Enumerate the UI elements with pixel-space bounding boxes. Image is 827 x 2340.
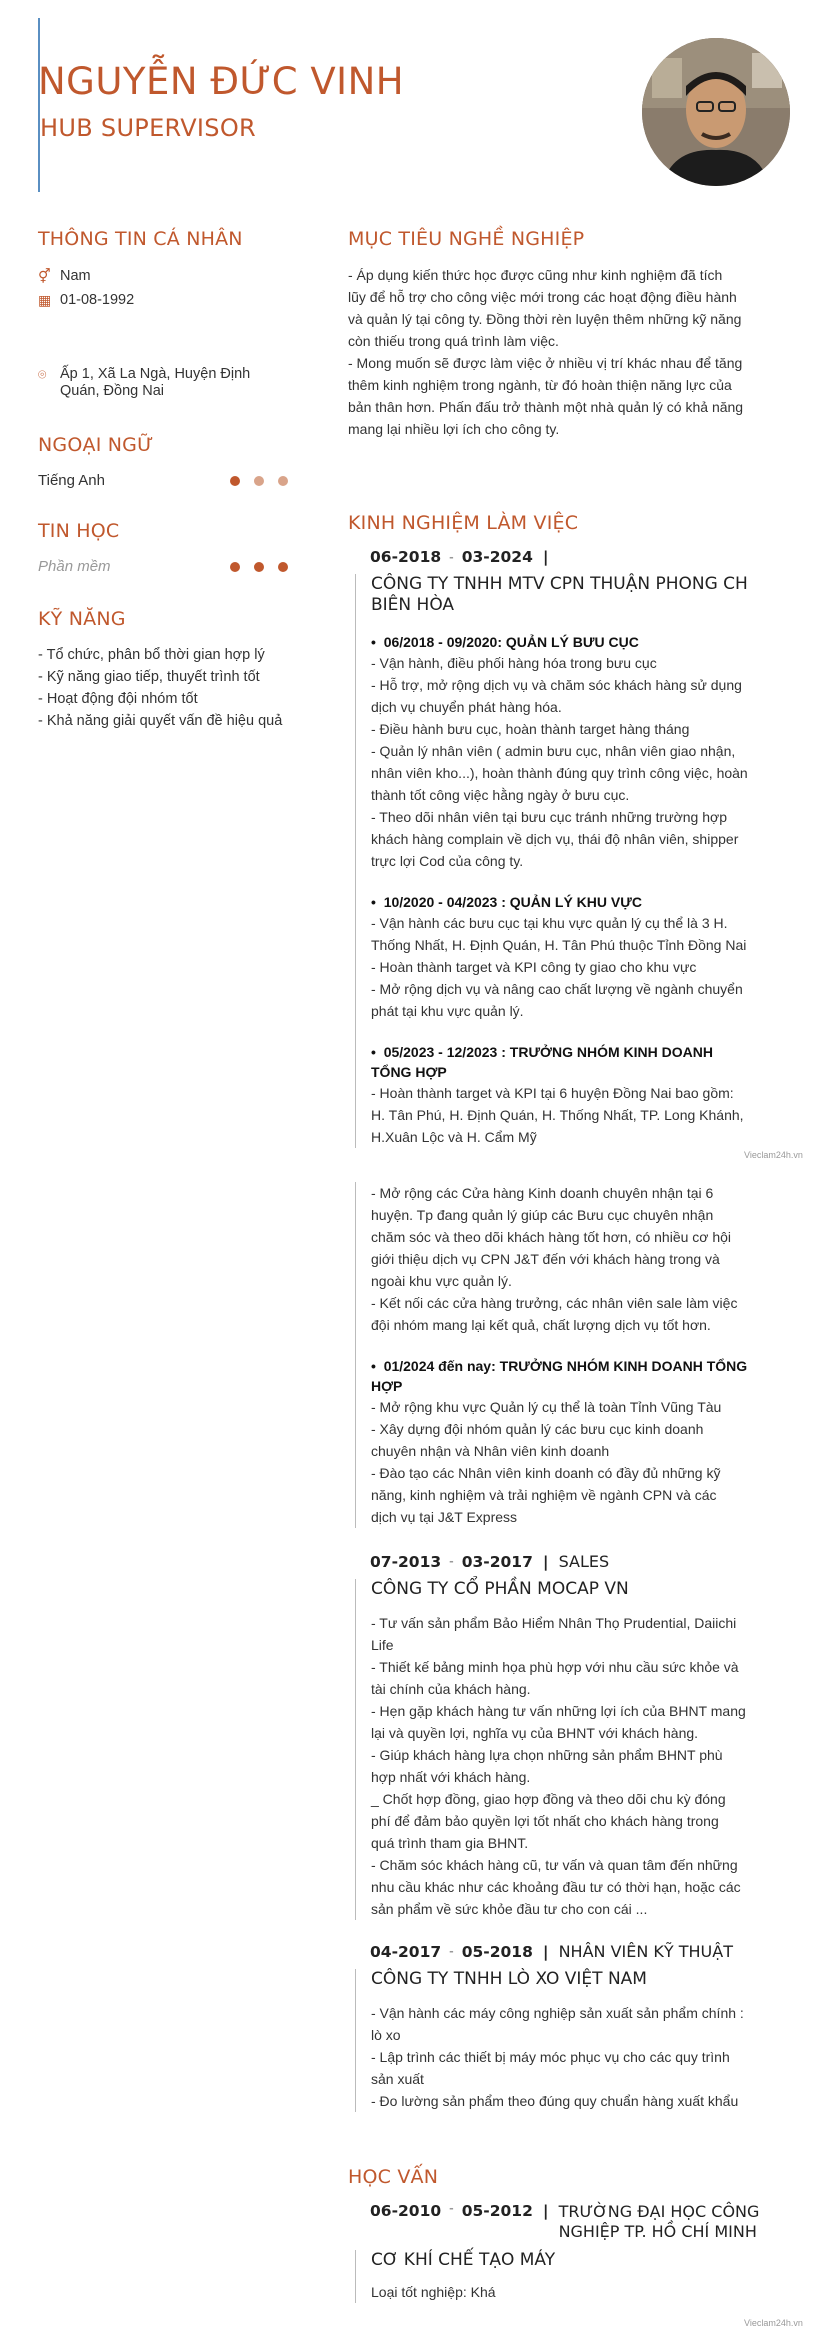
job-1-dates: 06-2018 - 03-2024 | [370, 548, 549, 566]
desc-line: - Hoàn thành target và KPI công ty giao cho khu vực [371, 959, 697, 975]
education-title: HỌC VẤN [348, 2166, 439, 2188]
school-line: TRƯỜNG ĐẠI HỌC CÔNG [558, 2202, 760, 2221]
desc-line: năng, kinh nghiệm và trải nghiệm về ngành CPN và các [371, 1487, 717, 1503]
role-desc [371, 912, 790, 1022]
desc-line: - Thiết kế bảng minh họa phù hợp với nhu cầu sức khỏe và [371, 1659, 739, 1675]
education-item [370, 2202, 790, 2303]
objective-line: và quản lý tại công ty. Đồng thời rèn luyện thêm những kỹ năng [348, 311, 742, 327]
desc-line: - Vận hành các máy công nghiệp sản xuất sản phẩm chính : [371, 2005, 744, 2021]
role-desc [371, 652, 790, 872]
desc-line: - Vận hành các bưu cục tại khu vực quản lý cụ thể là 3 H. [371, 915, 728, 931]
desc-line: - Mở rộng dịch vụ và nâng cao chất lượng về ngành chuyển [371, 981, 743, 997]
role-title: • 10/2020 - 04/2023 : QUẢN LÝ KHU VỰC [371, 894, 642, 910]
rating-dot [230, 476, 240, 486]
location-pin-icon: ⌾ [38, 366, 47, 382]
education-head: 06-2010 - 05-2012 | TRƯỜNG ĐẠI HỌC CÔNG NGHIỆP TP. HỒ CHÍ MINH [370, 2202, 760, 2241]
role-title-text: TỔNG HỢP [371, 1064, 447, 1080]
grade: Loại tốt nghiệp: Khá [371, 2284, 496, 2300]
desc-line: Life [371, 1637, 394, 1653]
desc-line: lại và quyền lợi, nghĩa vụ của BHNT với khách hàng. [371, 1725, 699, 1741]
gender-value: Nam [60, 268, 91, 284]
desc-line: sản phẩm về sức khỏe đầu tư cho con cái ... [371, 1901, 648, 1917]
desc-line: - Hoàn thành target và KPI tại 6 huyện Đồng Nai bao gồm: [371, 1085, 734, 1101]
desc-line: chuyên nhận và Nhân viên kinh doanh [371, 1443, 610, 1459]
company-name: CÔNG TY CỔ PHẦN MOCAP VN [371, 1579, 629, 1599]
language-item [38, 472, 288, 489]
language-rating [230, 476, 288, 486]
dob-value: 01-08-1992 [60, 292, 135, 308]
desc-line: - Giúp khách hàng lựa chọn những sản phẩm BHNT phù [371, 1747, 723, 1763]
desc-line: Thống Nhất, H. Định Quán, H. Tân Phú thuộc Tỉnh Đồng Nai [371, 937, 747, 953]
desc-line: nhu cầu khác như các khoảng đầu tư có thời hạn, hoặc các [371, 1879, 741, 1895]
rating-dot [278, 476, 288, 486]
avatar [642, 38, 790, 186]
desc-line: dịch vụ tại J&T Express [371, 1509, 518, 1525]
skill-item: - Hoạt động đội nhóm tốt [38, 691, 198, 707]
job-end: 03-2024 [461, 548, 533, 566]
objective-section [348, 228, 790, 440]
desc-line: H.Xuân Lộc và H. Cẩm Mỹ [371, 1129, 537, 1145]
job-3-body [355, 1969, 790, 2112]
skills-title: KỸ NĂNG [38, 608, 126, 630]
job-3-dates: 04-2017 - 05-2018 | NHÂN VIÊN KỸ THUẬT [370, 1942, 733, 1961]
objective-title: MỤC TIÊU NGHỀ NGHIỆP [348, 228, 585, 250]
school-name [559, 2202, 760, 2242]
job-2-body [355, 1579, 790, 1920]
gender-icon: ⚥ [38, 268, 51, 284]
skill-item: - Tổ chức, phân bổ thời gian hợp lý [38, 647, 265, 663]
it-rating [230, 562, 288, 572]
desc-line: - Đào tạo các Nhân viên kinh doanh có đầy đủ những kỹ [371, 1465, 721, 1481]
rating-dot [254, 562, 264, 572]
job-start: 07-2013 [370, 1552, 442, 1571]
role-title: • 05/2023 - 12/2023 : TRƯỞNG NHÓM KINH DOANH TỔNG HỢP [371, 1042, 790, 1082]
skill-item: - Khả năng giải quyết vấn đề hiệu quả [38, 713, 283, 729]
candidate-role: HUB SUPERVISOR [40, 114, 257, 142]
edu-end: 05-2012 [461, 2202, 533, 2220]
it-item [38, 558, 288, 575]
personal-info-title: THÔNG TIN CÁ NHÂN [38, 228, 243, 250]
desc-line: giới thiệu dịch vụ CPN J&T đến với khách hàng trong và [371, 1251, 720, 1267]
job-1-body-continued [355, 1182, 790, 1528]
desc-line: dịch vụ chuyển phát hàng hóa. [371, 699, 562, 715]
desc-line: sản xuất [371, 2071, 424, 2087]
rating-dot [278, 562, 288, 572]
job-3 [370, 1942, 790, 2112]
languages-title: NGOẠI NGỮ [38, 434, 154, 456]
job-end: 05-2018 [461, 1942, 533, 1961]
desc-line: - Lập trình các thiết bị máy móc phục vụ cho các quy trình [371, 2049, 730, 2065]
objective-line: còn thiếu trong quá trình làm việc. [348, 333, 559, 349]
desc-line: đội nhóm mang lại kết quả, chất lượng dịch vụ tốt hơn. [371, 1317, 711, 1333]
desc-line: quá trình tham gia BHNT. [371, 1835, 529, 1851]
job-1-continued [370, 1182, 790, 1528]
desc-line: - Điều hành bưu cục, hoàn thành target hàng tháng [371, 721, 690, 737]
watermark: Vieclam24h.vn [744, 1150, 803, 1160]
job-1 [370, 548, 790, 1148]
address-value: Ấp 1, Xã La Ngà, Huyện Định Quán, Đồng Nai [60, 366, 251, 399]
it-label: Phần mềm [38, 558, 111, 575]
gender-row [38, 268, 91, 285]
desc-line: - Kết nối các cửa hàng trưởng, các nhân viên sale làm việc [371, 1295, 738, 1311]
job-end: 03-2017 [461, 1552, 533, 1571]
desc-line: - Tư vấn sản phẩm Bảo Hiểm Nhân Thọ Prudential, Daiichi [371, 1615, 737, 1631]
role-title-text: 05/2023 - 12/2023 : TRƯỞNG NHÓM KINH DOANH [383, 1044, 713, 1060]
desc-line: _ Chốt hợp đồng, giao hợp đồng và theo dõi chu kỳ đóng [371, 1791, 726, 1807]
job-desc [371, 2002, 790, 2112]
edu-start: 06-2010 [370, 2202, 442, 2220]
desc-line: - Mở rộng các Cửa hàng Kinh doanh chuyên nhận tại 6 [371, 1185, 714, 1201]
desc-line: tài chính của khách hàng. [371, 1681, 531, 1697]
it-title: TIN HỌC [38, 520, 120, 542]
objective-line: mang lại nhiều lợi ích cho công ty. [348, 421, 560, 437]
rating-dot [230, 562, 240, 572]
role-title-text: HỢP [371, 1378, 403, 1394]
objective-line: thêm kinh nghiệm trong ngành, từ đó hoàn thiện năng lực của [348, 377, 732, 393]
job-start: 06-2018 [370, 548, 442, 566]
job-position: NHÂN VIÊN KỸ THUẬT [558, 1942, 733, 1961]
job-desc [371, 1612, 790, 1920]
watermark: Vieclam24h.vn [744, 2318, 803, 2328]
candidate-name: NGUYỄN ĐỨC VINH [38, 60, 405, 103]
calendar-icon: ▦ [38, 292, 52, 308]
role-desc [371, 1082, 790, 1148]
role-title: • 01/2024 đến nay: TRƯỞNG NHÓM KINH DOANH TỔNG HỢP [371, 1356, 790, 1396]
role-title-text: 01/2024 đến nay: TRƯỞNG NHÓM KINH DOANH TỔNG [383, 1358, 748, 1374]
desc-line: - Chăm sóc khách hàng cũ, tư vấn và quan tâm đến những [371, 1857, 738, 1873]
role-desc [371, 1396, 790, 1528]
company-line: BIÊN HÒA [371, 595, 455, 615]
desc-line: - Hỗ trợ, mở rộng dịch vụ và chăm sóc khách hàng sử dụng [371, 677, 742, 693]
experience-title: KINH NGHIỆM LÀM VIỆC [348, 512, 579, 534]
company-line: CÔNG TY TNHH MTV CPN THUẬN PHONG CH [371, 574, 748, 594]
rating-dot [254, 476, 264, 486]
desc-line: phát tại khu vực quản lý. [371, 1003, 524, 1019]
desc-line: khách hàng complain về dịch vụ, thái độ nhân viên, shipper [371, 831, 739, 847]
desc-line: H. Tân Phú, H. Định Quán, H. Thống Nhất, TP. Long Khánh, [371, 1107, 744, 1123]
desc-line: - Đo lường sản phẩm theo đúng quy chuẩn hàng xuất khẩu [371, 2093, 739, 2109]
job-position: SALES [558, 1552, 610, 1571]
job-start: 04-2017 [370, 1942, 442, 1961]
education-body [355, 2250, 790, 2303]
desc-line: - Quản lý nhân viên ( admin bưu cục, nhân viên giao nhận, [371, 743, 736, 759]
address-row [38, 366, 288, 400]
major: CƠ KHÍ CHẾ TẠO MÁY [371, 2250, 556, 2270]
desc-line: phí để đảm bảo quyền lợi tốt nhất cho khách hàng trong [371, 1813, 719, 1829]
objective-line: lũy để hỗ trợ cho công việc mới trong các hoạt động điều hành [348, 289, 737, 305]
desc-line: hợp nhất với khách hàng. [371, 1769, 531, 1785]
role-desc [371, 1182, 790, 1336]
company-name: CÔNG TY TNHH LÒ XO VIỆT NAM [371, 1969, 647, 1989]
desc-line: - Vận hành, điều phối hàng hóa trong bưu cục [371, 655, 657, 671]
dob-row [38, 292, 134, 309]
skills-list [38, 644, 328, 732]
desc-line: - Mở rộng khu vực Quản lý cụ thể là toàn Tỉnh Vũng Tàu [371, 1399, 722, 1415]
objective-line: - Mong muốn sẽ được làm việc ở nhiều vị trí khác nhau để tăng [348, 355, 743, 371]
objective-line: - Áp dụng kiến thức học được cũng như kinh nghiệm đã tích [348, 267, 723, 283]
desc-line: - Theo dõi nhân viên tại bưu cục tránh những trường hợp [371, 809, 727, 825]
desc-line: - Xây dựng đội nhóm quản lý các bưu cục kinh doanh [371, 1421, 704, 1437]
desc-line: chăm sóc và theo dõi khách hàng tốt hơn, có nhiều cơ hội [371, 1229, 732, 1245]
role-title: • 06/2018 - 09/2020: QUẢN LÝ BƯU CỤC [371, 634, 639, 650]
skill-item: - Kỹ năng giao tiếp, thuyết trình tốt [38, 669, 260, 685]
language-label: Tiếng Anh [38, 472, 105, 489]
role-title-text: 06/2018 - 09/2020: QUẢN LÝ BƯU CỤC [383, 634, 639, 650]
desc-line: huyện. Tp đang quản lý giúp các Bưu cục chuyên nhận [371, 1207, 714, 1223]
job-2 [370, 1552, 790, 1920]
school-line: NGHIỆP TP. HỒ CHÍ MINH [558, 2222, 757, 2241]
objective-text [348, 264, 790, 440]
desc-line: lò xo [371, 2027, 401, 2043]
job-2-dates: 07-2013 - 03-2017 | SALES [370, 1552, 610, 1571]
desc-line: - Hẹn gặp khách hàng tư vấn những lợi ích của BHNT mang [371, 1703, 746, 1719]
desc-line: trực lợi Cod của công ty. [371, 853, 524, 869]
header-accent-line [38, 18, 40, 192]
desc-line: ngoài khu vực quản lý. [371, 1273, 512, 1289]
job-1-body [355, 574, 790, 1148]
objective-line: bản thân hơn. Phấn đấu trở thành một nhà quản lý có khả năng [348, 399, 744, 415]
desc-line: thành tốt công việc hằng ngày ở bưu cục. [371, 787, 630, 803]
desc-line: nhân viên kho...), hoàn thành đúng quy trình công việc, hoàn [371, 765, 748, 781]
company-name [371, 574, 790, 616]
role-title-text: 10/2020 - 04/2023 : QUẢN LÝ KHU VỰC [383, 894, 642, 910]
